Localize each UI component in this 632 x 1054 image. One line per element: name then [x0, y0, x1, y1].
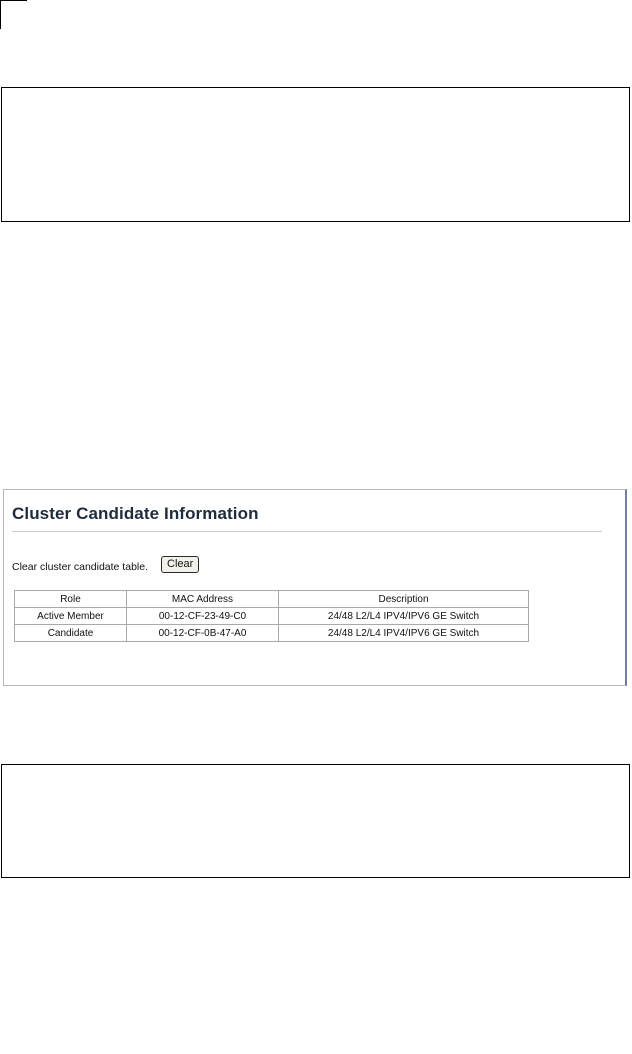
cli-example-box-bottom [1, 764, 630, 878]
cell-description: 24/48 L2/L4 IPV4/IPV6 GE Switch [279, 625, 529, 642]
column-header-description: Description [279, 591, 529, 608]
clear-table-label: Clear cluster candidate table. [12, 561, 148, 573]
table-row [15, 608, 529, 625]
column-header-role: Role [15, 591, 127, 608]
cli-example-box-top [1, 87, 630, 222]
corner-crop-mark-horizontal [0, 0, 27, 1]
cell-role: Active Member [15, 608, 127, 625]
cell-mac-address: 00-12-CF-23-49-C0 [127, 608, 279, 625]
candidate-table [14, 590, 529, 642]
table-row [15, 625, 529, 642]
cell-role: Candidate [15, 625, 127, 642]
table-header-row [15, 591, 529, 608]
cell-mac-address: 00-12-CF-0B-47-A0 [127, 625, 279, 642]
column-header-mac-address: MAC Address [127, 591, 279, 608]
corner-crop-mark-vertical [0, 0, 1, 29]
cluster-candidate-panel [3, 489, 627, 686]
page-title: Cluster Candidate Information [12, 504, 259, 523]
cell-description: 24/48 L2/L4 IPV4/IPV6 GE Switch [279, 608, 529, 625]
clear-button[interactable]: Clear [161, 556, 199, 573]
title-divider [12, 531, 602, 532]
